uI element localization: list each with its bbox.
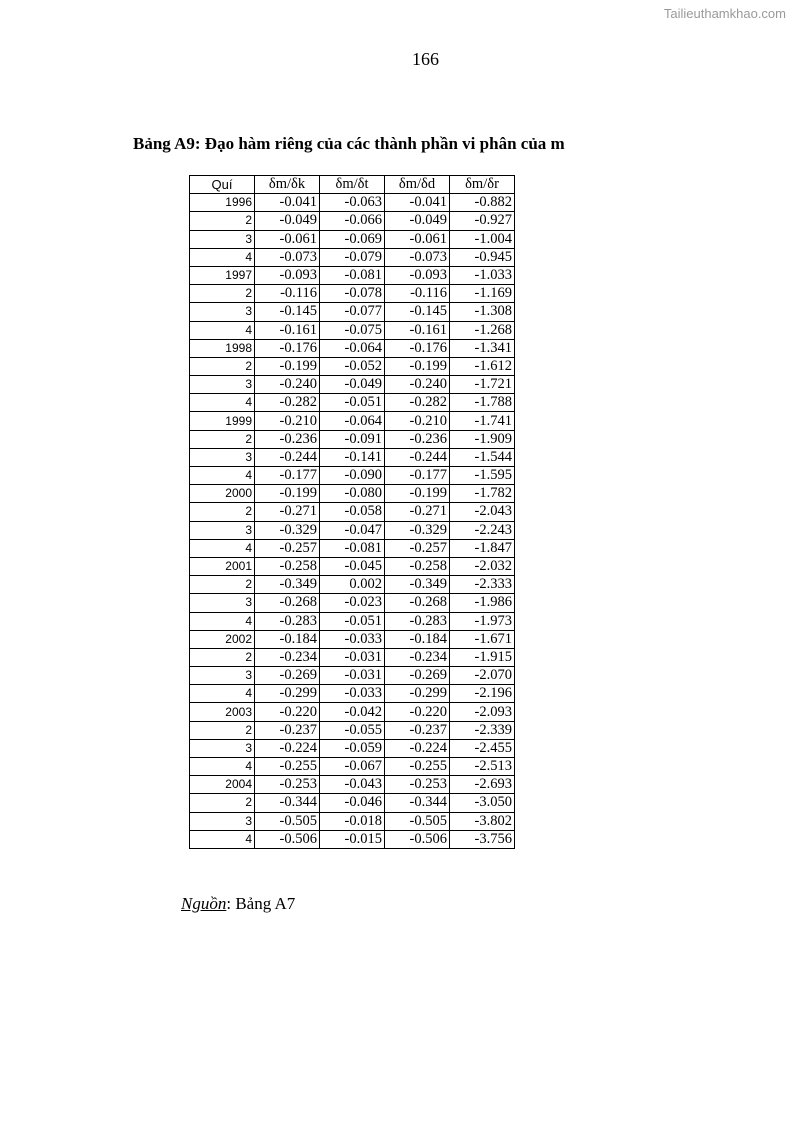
- table-row: [190, 667, 515, 685]
- cell-dm-dd: -0.236: [385, 430, 450, 448]
- cell-dm-dk: -0.255: [255, 758, 320, 776]
- source-note: [181, 894, 295, 914]
- cell-dm-dd: -0.271: [385, 503, 450, 521]
- cell-dm-dk: -0.177: [255, 467, 320, 485]
- cell-dm-dk: -0.283: [255, 612, 320, 630]
- cell-dm-dk: -0.041: [255, 194, 320, 212]
- table-row: [190, 448, 515, 466]
- cell-dm-dr: -1.169: [450, 285, 515, 303]
- cell-quarter: 4: [190, 830, 255, 848]
- cell-dm-dr: -1.909: [450, 430, 515, 448]
- cell-dm-dk: -0.237: [255, 721, 320, 739]
- cell-dm-dd: -0.283: [385, 612, 450, 630]
- cell-dm-dd: -0.349: [385, 576, 450, 594]
- cell-dm-dr: -1.788: [450, 394, 515, 412]
- source-text: Bảng A7: [235, 894, 296, 913]
- cell-quarter: 2001: [190, 557, 255, 575]
- table-row: [190, 576, 515, 594]
- cell-quarter: 3: [190, 812, 255, 830]
- cell-dm-dt: -0.066: [320, 212, 385, 230]
- cell-quarter: 3: [190, 667, 255, 685]
- cell-dm-dt: -0.043: [320, 776, 385, 794]
- cell-dm-dr: -2.032: [450, 557, 515, 575]
- cell-dm-dt: -0.064: [320, 339, 385, 357]
- cell-dm-dr: -1.847: [450, 539, 515, 557]
- table-row: [190, 648, 515, 666]
- cell-dm-dd: -0.244: [385, 448, 450, 466]
- cell-dm-dd: -0.234: [385, 648, 450, 666]
- cell-dm-dt: -0.081: [320, 539, 385, 557]
- cell-dm-dk: -0.258: [255, 557, 320, 575]
- cell-dm-dd: -0.041: [385, 194, 450, 212]
- table-row: [190, 830, 515, 848]
- cell-quarter: 2: [190, 212, 255, 230]
- cell-dm-dt: -0.080: [320, 485, 385, 503]
- cell-dm-dt: 0.002: [320, 576, 385, 594]
- cell-quarter: 1999: [190, 412, 255, 430]
- cell-dm-dk: -0.199: [255, 357, 320, 375]
- cell-dm-dr: -3.756: [450, 830, 515, 848]
- cell-dm-dd: -0.344: [385, 794, 450, 812]
- cell-quarter: 2: [190, 721, 255, 739]
- table-row: [190, 212, 515, 230]
- cell-dm-dr: -1.595: [450, 467, 515, 485]
- cell-dm-dd: -0.161: [385, 321, 450, 339]
- cell-dm-dt: -0.063: [320, 194, 385, 212]
- cell-dm-dt: -0.018: [320, 812, 385, 830]
- table-row: [190, 539, 515, 557]
- cell-dm-dd: -0.199: [385, 485, 450, 503]
- table-row: [190, 721, 515, 739]
- table-row: [190, 248, 515, 266]
- cell-dm-dd: -0.282: [385, 394, 450, 412]
- cell-dm-dd: -0.299: [385, 685, 450, 703]
- cell-dm-dt: -0.078: [320, 285, 385, 303]
- header-dm-dr: δm/δr: [450, 176, 515, 194]
- cell-dm-dt: -0.046: [320, 794, 385, 812]
- table-row: [190, 485, 515, 503]
- table-row: [190, 594, 515, 612]
- cell-quarter: 3: [190, 594, 255, 612]
- cell-dm-dk: -0.220: [255, 703, 320, 721]
- cell-dm-dr: -0.927: [450, 212, 515, 230]
- cell-dm-dr: -1.782: [450, 485, 515, 503]
- cell-quarter: 2002: [190, 630, 255, 648]
- cell-dm-dr: -2.339: [450, 721, 515, 739]
- cell-dm-dd: -0.199: [385, 357, 450, 375]
- cell-dm-dk: -0.199: [255, 485, 320, 503]
- cell-dm-dd: -0.116: [385, 285, 450, 303]
- cell-dm-dr: -3.802: [450, 812, 515, 830]
- cell-dm-dr: -2.455: [450, 739, 515, 757]
- cell-dm-dd: -0.237: [385, 721, 450, 739]
- cell-dm-dt: -0.055: [320, 721, 385, 739]
- source-separator: :: [226, 894, 236, 913]
- cell-dm-dd: -0.073: [385, 248, 450, 266]
- cell-dm-dd: -0.177: [385, 467, 450, 485]
- cell-dm-dk: -0.244: [255, 448, 320, 466]
- table-row: [190, 357, 515, 375]
- cell-dm-dr: -1.544: [450, 448, 515, 466]
- header-dm-dt: δm/δt: [320, 176, 385, 194]
- cell-dm-dr: -1.612: [450, 357, 515, 375]
- cell-dm-dk: -0.176: [255, 339, 320, 357]
- table-row: [190, 557, 515, 575]
- cell-dm-dk: -0.210: [255, 412, 320, 430]
- cell-quarter: 3: [190, 521, 255, 539]
- cell-quarter: 2: [190, 576, 255, 594]
- cell-quarter: 3: [190, 376, 255, 394]
- cell-dm-dk: -0.073: [255, 248, 320, 266]
- cell-dm-dr: -0.945: [450, 248, 515, 266]
- cell-dm-dk: -0.349: [255, 576, 320, 594]
- cell-dm-dd: -0.329: [385, 521, 450, 539]
- cell-dm-dt: -0.090: [320, 467, 385, 485]
- cell-dm-dr: -1.721: [450, 376, 515, 394]
- table-row: [190, 194, 515, 212]
- table-row: [190, 303, 515, 321]
- table-body: [190, 194, 515, 849]
- cell-dm-dt: -0.042: [320, 703, 385, 721]
- source-label: Nguồn: [181, 894, 227, 913]
- cell-dm-dt: -0.077: [320, 303, 385, 321]
- cell-quarter: 2: [190, 794, 255, 812]
- cell-dm-dk: -0.116: [255, 285, 320, 303]
- cell-dm-dr: -1.973: [450, 612, 515, 630]
- cell-dm-dt: -0.091: [320, 430, 385, 448]
- cell-dm-dk: -0.329: [255, 521, 320, 539]
- cell-dm-dr: -1.671: [450, 630, 515, 648]
- table-row: [190, 794, 515, 812]
- cell-dm-dt: -0.051: [320, 394, 385, 412]
- cell-quarter: 2004: [190, 776, 255, 794]
- table-row: [190, 412, 515, 430]
- cell-dm-dd: -0.176: [385, 339, 450, 357]
- table-row: [190, 467, 515, 485]
- cell-dm-dk: -0.061: [255, 230, 320, 248]
- cell-dm-dr: -1.986: [450, 594, 515, 612]
- watermark: Tailieuthamkhao.com: [663, 6, 786, 21]
- cell-dm-dr: -3.050: [450, 794, 515, 812]
- cell-dm-dt: -0.049: [320, 376, 385, 394]
- cell-dm-dk: -0.234: [255, 648, 320, 666]
- cell-dm-dt: -0.059: [320, 739, 385, 757]
- cell-dm-dk: -0.093: [255, 266, 320, 284]
- cell-dm-dd: -0.505: [385, 812, 450, 830]
- cell-dm-dr: -1.341: [450, 339, 515, 357]
- cell-dm-dr: -2.243: [450, 521, 515, 539]
- cell-dm-dr: -0.882: [450, 194, 515, 212]
- cell-quarter: 2: [190, 430, 255, 448]
- table-row: [190, 266, 515, 284]
- cell-quarter: 2: [190, 503, 255, 521]
- cell-dm-dt: -0.064: [320, 412, 385, 430]
- table-row: [190, 758, 515, 776]
- cell-quarter: 1998: [190, 339, 255, 357]
- cell-quarter: 2: [190, 357, 255, 375]
- table-row: [190, 612, 515, 630]
- cell-quarter: 4: [190, 394, 255, 412]
- cell-dm-dr: -2.333: [450, 576, 515, 594]
- cell-dm-dk: -0.236: [255, 430, 320, 448]
- table-row: [190, 376, 515, 394]
- cell-dm-dk: -0.268: [255, 594, 320, 612]
- cell-dm-dr: -1.268: [450, 321, 515, 339]
- cell-dm-dt: -0.052: [320, 357, 385, 375]
- cell-quarter: 3: [190, 739, 255, 757]
- cell-dm-dt: -0.023: [320, 594, 385, 612]
- cell-quarter: 3: [190, 448, 255, 466]
- cell-dm-dr: -1.308: [450, 303, 515, 321]
- table-row: [190, 503, 515, 521]
- cell-dm-dt: -0.067: [320, 758, 385, 776]
- cell-dm-dt: -0.045: [320, 557, 385, 575]
- cell-dm-dt: -0.047: [320, 521, 385, 539]
- header-quarter: Quí: [190, 176, 255, 194]
- cell-dm-dd: -0.145: [385, 303, 450, 321]
- table-caption: Bảng A9: Đạo hàm riêng của các thành phần vi phân của m: [133, 134, 565, 153]
- cell-dm-dt: -0.031: [320, 667, 385, 685]
- table-row: [190, 739, 515, 757]
- cell-dm-dk: -0.282: [255, 394, 320, 412]
- cell-dm-dk: -0.299: [255, 685, 320, 703]
- table-row: [190, 521, 515, 539]
- cell-dm-dk: -0.271: [255, 503, 320, 521]
- table-row: [190, 394, 515, 412]
- cell-dm-dd: -0.210: [385, 412, 450, 430]
- table-row: [190, 321, 515, 339]
- cell-dm-dk: -0.184: [255, 630, 320, 648]
- cell-dm-dd: -0.049: [385, 212, 450, 230]
- cell-quarter: 4: [190, 467, 255, 485]
- cell-quarter: 2000: [190, 485, 255, 503]
- derivatives-table: [189, 175, 515, 849]
- cell-dm-dr: -2.093: [450, 703, 515, 721]
- cell-dm-dk: -0.049: [255, 212, 320, 230]
- cell-dm-dt: -0.031: [320, 648, 385, 666]
- cell-quarter: 4: [190, 248, 255, 266]
- cell-dm-dr: -2.513: [450, 758, 515, 776]
- cell-dm-dt: -0.058: [320, 503, 385, 521]
- page-number: 166: [412, 49, 439, 69]
- table-row: [190, 703, 515, 721]
- cell-quarter: 2: [190, 285, 255, 303]
- cell-dm-dk: -0.257: [255, 539, 320, 557]
- cell-quarter: 2003: [190, 703, 255, 721]
- cell-dm-dk: -0.253: [255, 776, 320, 794]
- cell-dm-dd: -0.061: [385, 230, 450, 248]
- cell-dm-dk: -0.145: [255, 303, 320, 321]
- cell-dm-dt: -0.081: [320, 266, 385, 284]
- table-row: [190, 776, 515, 794]
- cell-dm-dd: -0.258: [385, 557, 450, 575]
- cell-quarter: 1996: [190, 194, 255, 212]
- cell-dm-dd: -0.257: [385, 539, 450, 557]
- cell-dm-dd: -0.269: [385, 667, 450, 685]
- cell-quarter: 4: [190, 612, 255, 630]
- cell-quarter: 2: [190, 648, 255, 666]
- cell-quarter: 4: [190, 685, 255, 703]
- cell-dm-dd: -0.224: [385, 739, 450, 757]
- cell-dm-dt: -0.015: [320, 830, 385, 848]
- table-row: [190, 430, 515, 448]
- cell-quarter: 4: [190, 539, 255, 557]
- cell-dm-dd: -0.255: [385, 758, 450, 776]
- cell-dm-dt: -0.141: [320, 448, 385, 466]
- cell-quarter: 3: [190, 230, 255, 248]
- table-row: [190, 339, 515, 357]
- table-row: [190, 285, 515, 303]
- cell-dm-dd: -0.220: [385, 703, 450, 721]
- cell-dm-dt: -0.033: [320, 685, 385, 703]
- table-row: [190, 812, 515, 830]
- cell-dm-dr: -2.070: [450, 667, 515, 685]
- table-row: [190, 685, 515, 703]
- cell-dm-dt: -0.079: [320, 248, 385, 266]
- cell-dm-dd: -0.268: [385, 594, 450, 612]
- header-dm-dk: δm/δk: [255, 176, 320, 194]
- header-dm-dd: δm/δd: [385, 176, 450, 194]
- table-header-row: [190, 176, 515, 194]
- cell-dm-dd: -0.093: [385, 266, 450, 284]
- cell-quarter: 3: [190, 303, 255, 321]
- cell-dm-dr: -2.693: [450, 776, 515, 794]
- cell-dm-dt: -0.075: [320, 321, 385, 339]
- cell-dm-dt: -0.033: [320, 630, 385, 648]
- cell-dm-dt: -0.069: [320, 230, 385, 248]
- cell-dm-dr: -1.004: [450, 230, 515, 248]
- cell-dm-dk: -0.269: [255, 667, 320, 685]
- cell-quarter: 4: [190, 321, 255, 339]
- cell-dm-dk: -0.506: [255, 830, 320, 848]
- cell-dm-dr: -2.043: [450, 503, 515, 521]
- cell-dm-dk: -0.505: [255, 812, 320, 830]
- cell-dm-dd: -0.240: [385, 376, 450, 394]
- cell-dm-dd: -0.506: [385, 830, 450, 848]
- table-row: [190, 230, 515, 248]
- cell-dm-dr: -2.196: [450, 685, 515, 703]
- cell-dm-dd: -0.253: [385, 776, 450, 794]
- cell-quarter: 1997: [190, 266, 255, 284]
- cell-dm-dr: -1.741: [450, 412, 515, 430]
- cell-dm-dk: -0.224: [255, 739, 320, 757]
- cell-dm-dk: -0.161: [255, 321, 320, 339]
- cell-dm-dr: -1.915: [450, 648, 515, 666]
- cell-quarter: 4: [190, 758, 255, 776]
- cell-dm-dk: -0.240: [255, 376, 320, 394]
- table-row: [190, 630, 515, 648]
- cell-dm-dk: -0.344: [255, 794, 320, 812]
- cell-dm-dt: -0.051: [320, 612, 385, 630]
- cell-dm-dr: -1.033: [450, 266, 515, 284]
- cell-dm-dd: -0.184: [385, 630, 450, 648]
